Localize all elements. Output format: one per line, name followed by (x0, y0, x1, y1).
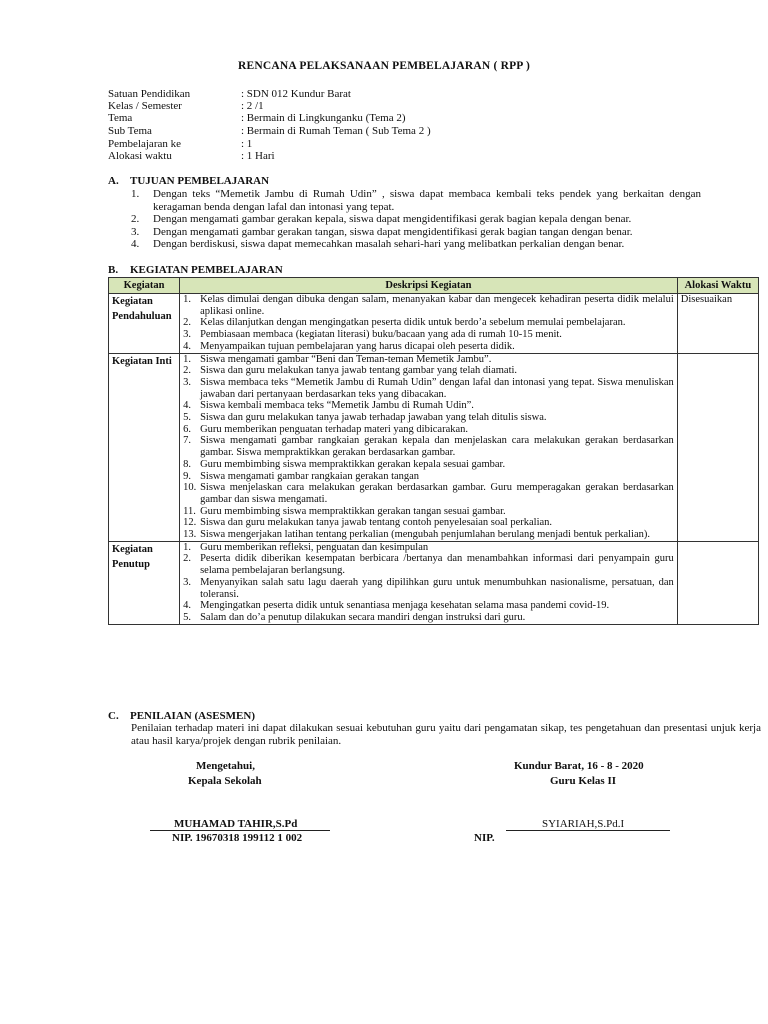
info-label: Sub Tema (108, 125, 152, 137)
item-text: Siswa dan guru melakukan tanya jawab terhadap jawaban yang telah ditulis siswa. (200, 412, 547, 424)
list-item (183, 329, 674, 341)
list-item (183, 400, 674, 412)
deskripsi-cell (180, 353, 678, 541)
kegiatan-table (108, 277, 759, 625)
item-number: 1. (183, 294, 191, 305)
kegiatan-name: Kegiatan Inti (109, 353, 180, 541)
item-text: Siswa membaca teks “Memetik Jambu di Rumah Udin” dengan lafal dan intonasi yang tepat. Siswa menuliskan jawaban dari pertanyaan berdasarkan teks yang dibacakan. (200, 376, 674, 400)
section-letter: A. (108, 175, 119, 187)
section-a-heading (108, 175, 269, 187)
list-item (183, 341, 674, 353)
list-item (183, 435, 674, 458)
alokasi-cell (677, 541, 758, 624)
item-text: Siswa dan guru melakukan tanya jawab tentang contoh penyelesaian soal perkalian. (200, 517, 553, 529)
item-number: 5. (183, 412, 191, 424)
item-number: 4. (183, 600, 191, 612)
deskripsi-cell (180, 541, 678, 624)
list-item (183, 482, 674, 505)
item-text: Siswa mengamati gambar rangkaian gerakan tangan (200, 470, 420, 482)
guru-kelas-label: Guru Kelas II (550, 775, 617, 787)
item-number: 10. (183, 482, 197, 494)
alokasi-value: Disesuaikan (677, 294, 758, 354)
item-text: Menyampaikan tujuan pembelajaran yang harus dicapai oleh peserta didik. (200, 340, 515, 352)
item-number: 2. (183, 365, 191, 377)
signature-line-right (506, 818, 670, 831)
table-row (109, 541, 759, 624)
list-item (183, 517, 674, 529)
info-label: Kelas / Semester (108, 100, 182, 112)
list-item (183, 317, 674, 329)
item-number: 1. (183, 541, 191, 553)
item-text: Pembiasaan membaca (kegiatan literasi) buku/bacaan yang ada di rumah 10-15 menit. (200, 329, 562, 341)
section-c-heading (108, 710, 255, 722)
item-number: 13. (183, 529, 197, 541)
page-title: RENCANA PELAKSANAAN PEMBELAJARAN ( RPP ) (238, 60, 530, 72)
item-number: 3. (183, 376, 191, 388)
item-number: 2. (131, 213, 140, 225)
mengetahui-label: Mengetahui, (196, 760, 255, 772)
info-value: : 2 /1 (241, 100, 264, 112)
info-label: Alokasi waktu (108, 150, 172, 162)
section-title: KEGIATAN PEMBELAJARAN (130, 264, 283, 276)
list-item (131, 188, 701, 213)
info-label: Tema (108, 112, 133, 124)
kegiatan-name: Kegiatan Penutup (109, 541, 180, 624)
list-item (183, 529, 674, 541)
tujuan-list (131, 188, 701, 251)
list-item (183, 577, 674, 600)
item-text: Dengan berdiskusi, siswa dapat memecahkan masalah sehari-hari yang melibatkan perkalian dengan benar. (153, 238, 625, 250)
signature-date: Kundur Barat, 16 - 8 - 2020 (514, 760, 644, 772)
item-text: Dengan teks “Memetik Jambu di Rumah Udin” , siswa dapat membaca kembali teks pendek yang berkaitan dengan keragaman benda dengan lafal dan intonasi yang tepat. (153, 188, 701, 213)
kepala-sekolah-nip: NIP. 19670318 199112 1 002 (172, 832, 303, 844)
item-text: Siswa dan guru melakukan tanya jawab tentang gambar yang telah diamati. (200, 365, 518, 377)
info-value: : Bermain di Lingkunganku (Tema 2) (241, 112, 406, 124)
info-value: : SDN 012 Kundur Barat (241, 88, 351, 100)
item-text: Kelas dimulai dengan dibuka dengan salam, menanyakan kabar dan mengecek kehadiran peserta didik melalui aplikasi online. (200, 294, 674, 317)
list-item (183, 600, 674, 612)
col-header-alokasi: Alokasi Waktu (677, 278, 758, 294)
section-letter: B. (108, 264, 119, 276)
item-text: Peserta didik diberikan kesempatan berbicara /bertanya dan menambahkan informasi dari penyampain guru selama pembelajaran berlangsung. (200, 553, 674, 577)
info-label: Satuan Pendidikan (108, 88, 191, 100)
kepala-sekolah-name: MUHAMAD TAHIR,S.Pd (174, 818, 298, 830)
item-number: 4. (183, 340, 191, 352)
item-text: Dengan mengamati gambar gerakan kepala, siswa dapat mengidentifikasi gerak bagian kepala dengan benar. (153, 213, 632, 225)
list-item (183, 459, 674, 471)
item-number: 7. (183, 435, 191, 447)
guru-kelas-name: SYIARIAH,S.Pd.I (542, 818, 625, 830)
info-value: : 1 Hari (241, 150, 275, 162)
item-text: Siswa kembali membaca teks “Memetik Jambu di Rumah Udin”. (200, 400, 474, 412)
item-number: 9. (183, 470, 191, 482)
list-item (183, 412, 674, 424)
item-number: 8. (183, 458, 191, 470)
item-number: 4. (183, 400, 191, 412)
item-text: Guru memberikan penguatan terhadap materi yang dibicarakan. (200, 423, 469, 435)
item-number: 3. (183, 576, 191, 588)
section-title: TUJUAN PEMBELAJARAN (130, 175, 270, 187)
deskripsi-list (183, 294, 674, 353)
item-number: 1. (183, 353, 191, 365)
item-text: Menyanyikan salah satu lagu daerah yang dipilihkan guru untuk menumbuhkan nasionalisme, persatuan, dan toleransi. (200, 576, 674, 600)
alokasi-cell (677, 353, 758, 541)
item-text: Salam dan do’a penutup dilakukan secara mandiri dengan instruksi dari guru. (200, 611, 526, 623)
list-item (183, 377, 674, 400)
item-text: Siswa mengamati gambar “Beni dan Teman-teman Memetik Jambu”. (200, 353, 492, 365)
item-number: 2. (183, 317, 191, 329)
table-header-row (109, 278, 759, 294)
table-row (109, 294, 759, 354)
item-number: 12. (183, 517, 197, 529)
list-item (183, 354, 674, 366)
item-text: Kelas dilanjutkan dengan mengingatkan peserta didik untuk berdo’a sebelum memulai pembelajaran. (200, 317, 626, 329)
col-header-deskripsi: Deskripsi Kegiatan (180, 278, 678, 294)
item-text: Siswa mengamati gambar rangkaian gerakan kepala dan menjelaskan cara melakukan gerakan berdasarkan gambar. Siswa mempraktikkan gerakan berdasarkan gambar. (200, 435, 674, 459)
kegiatan-name: Kegiatan Pendahuluan (109, 294, 180, 354)
info-label: Pembelajaran ke (108, 138, 181, 150)
section-title: PENILAIAN (ASESMEN) (130, 710, 255, 722)
list-item (183, 506, 674, 518)
item-text: Guru membimbing siswa mempraktikkan gerakan tangan sesuai gambar. (200, 505, 506, 517)
list-item (183, 471, 674, 483)
penilaian-text: Penilaian terhadap materi ini dapat dilakukan sesuai kebutuhan guru yaitu dari pengamatan sikap, tes pengetahuan dan presentasi unjuk kerja atau hasil karya/projek dengan rubrik penilaian. (131, 722, 761, 747)
table-row (109, 353, 759, 541)
item-number: 5. (183, 611, 191, 623)
guru-kelas-nip: NIP. (474, 832, 495, 844)
list-item (183, 365, 674, 377)
item-number: 1. (131, 188, 140, 200)
info-value: : Bermain di Rumah Teman ( Sub Tema 2 ) (241, 125, 431, 137)
item-text: Guru memberikan refleksi, penguatan dan kesimpulan (200, 541, 429, 553)
list-item (183, 294, 674, 317)
list-item (183, 612, 674, 624)
section-letter: C. (108, 710, 119, 722)
deskripsi-list (183, 542, 674, 624)
col-header-kegiatan: Kegiatan (109, 278, 180, 294)
item-number: 3. (183, 329, 191, 341)
item-text: Guru membimbing siswa mempraktikkan gerakan kepala sesuai gambar. (200, 458, 506, 470)
kepala-sekolah-label: Kepala Sekolah (188, 775, 262, 787)
item-number: 6. (183, 423, 191, 435)
item-text: Siswa menjelaskan cara melakukan gerakan berdasarkan gambar. Guru memperagakan gerakan berdasarkan gambar dan siswa mengamati. (200, 482, 674, 505)
section-b-heading (108, 264, 283, 276)
item-number: 3. (131, 225, 140, 238)
info-value: : 1 (241, 138, 253, 150)
signature-line-left (150, 818, 330, 831)
deskripsi-cell (180, 294, 678, 354)
item-number: 4. (131, 238, 140, 250)
list-item (131, 226, 701, 239)
list-item (131, 213, 701, 226)
list-item (183, 424, 674, 436)
item-text: Mengingatkan peserta didik untuk senantiasa menjaga kesehatan selama masa pandemi covid-19. (200, 600, 610, 612)
list-item (183, 553, 674, 576)
list-item (131, 238, 701, 251)
list-item (183, 542, 674, 554)
item-text: Siswa mengerjakan latihan tentang perkalian (mengubah penjumlahan berulang menjadi bentuk perkalian). (200, 529, 650, 541)
deskripsi-list (183, 354, 674, 541)
item-number: 2. (183, 553, 191, 565)
item-number: 11. (183, 505, 196, 517)
item-text: Dengan mengamati gambar gerakan tangan, siswa dapat mengidentifikasi gerak bagian tangan dengan benar. (153, 225, 633, 238)
